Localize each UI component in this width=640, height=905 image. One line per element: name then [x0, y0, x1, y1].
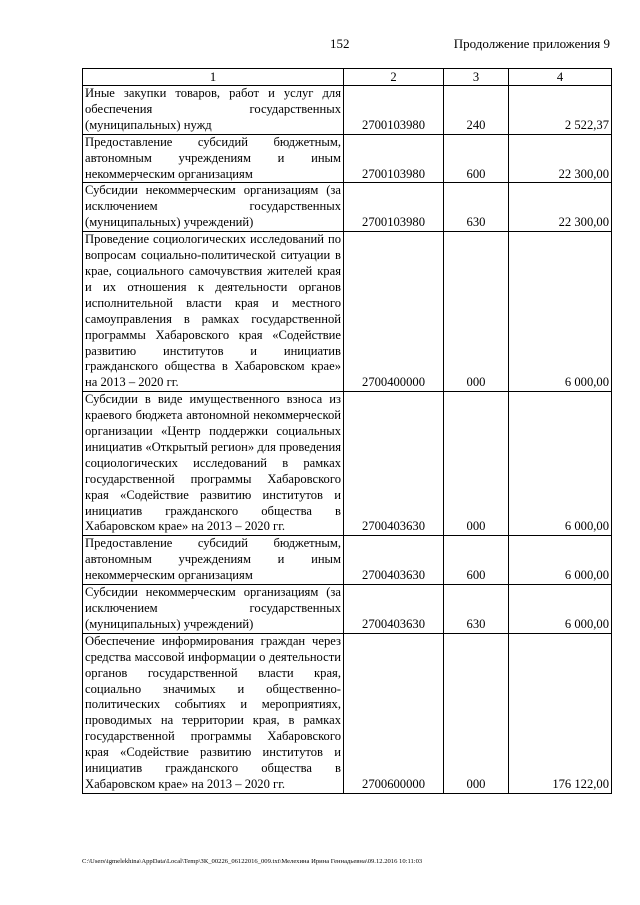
item-name: Предоставление субсидий бюджетным, автономным учреждениям и иным некоммерческим организациям — [83, 134, 344, 183]
expense-type: 600 — [444, 134, 509, 183]
expense-type: 240 — [444, 86, 509, 135]
table-row — [83, 536, 612, 585]
target-code: 2700403630 — [344, 536, 444, 585]
item-name: Иные закупки товаров, работ и услуг для обеспечения государственных (муниципальных) нужд — [83, 86, 344, 135]
amount: 22 300,00 — [509, 134, 612, 183]
page-number: 152 — [330, 36, 350, 51]
amount: 22 300,00 — [509, 183, 612, 232]
column-header: 1 — [83, 69, 344, 86]
table-header-row — [83, 69, 612, 86]
target-code: 2700403630 — [344, 392, 444, 536]
target-code: 2700103980 — [344, 134, 444, 183]
table-row — [83, 183, 612, 232]
item-name: Обеспечение информирования граждан через средства массовой информации о деятельности органов государственной власти края, социально значимых и общественно-политических событиях и мероприятиях, проводимых на территории края, в рамках государственной программы Хабаровского края «Содействие развитию институтов и инициатив гражданского общества в Хабаровском крае» на 2013 – 2020 гг. — [83, 633, 344, 793]
expense-type: 000 — [444, 392, 509, 536]
amount: 6 000,00 — [509, 585, 612, 634]
target-code: 2700103980 — [344, 183, 444, 232]
expense-type: 000 — [444, 633, 509, 793]
file-path-footer: C:\Users\igmelekhina\AppData\Local\Temp\ЗК_00226_06122016_009.txt\Мелехина Ирина Геннадьевна\09.12.2016 10:11:03 — [82, 858, 423, 865]
table-row — [83, 585, 612, 634]
expense-type: 630 — [444, 183, 509, 232]
amount: 6 000,00 — [509, 536, 612, 585]
amount: 2 522,37 — [509, 86, 612, 135]
table-row — [83, 232, 612, 392]
table-row — [83, 633, 612, 793]
amount: 6 000,00 — [509, 232, 612, 392]
expense-type: 000 — [444, 232, 509, 392]
expense-type: 630 — [444, 585, 509, 634]
table-row — [83, 392, 612, 536]
item-name: Предоставление субсидий бюджетным, автономным учреждениям и иным некоммерческим организациям — [83, 536, 344, 585]
target-code: 2700403630 — [344, 585, 444, 634]
target-code: 2700400000 — [344, 232, 444, 392]
table-row — [83, 86, 612, 135]
column-header: 3 — [444, 69, 509, 86]
amount: 176 122,00 — [509, 633, 612, 793]
target-code: 2700103980 — [344, 86, 444, 135]
item-name: Субсидии в виде имущественного взноса из краевого бюджета автономной некоммерческой организации «Центр поддержки социальных инициатив «Открытый регион» для проведения социологических исследований в рамках государственной программы Хабаровского края «Содействие развитию институтов и инициатив гражданского общества в Хабаровском крае» на 2013 – 2020 гг. — [83, 392, 344, 536]
item-name: Проведение социологических исследований по вопросам социально-политической ситуации в крае, социального самочувствия жителей края и их отношения к деятельности органов исполнительной власти края и местного самоуправления в рамках государственной программы Хабаровского края «Содействие развитию институтов и инициатив гражданского общества в Хабаровском крае» на 2013 – 2020 гг. — [83, 232, 344, 392]
appendix-continuation-label: Продолжение приложения 9 — [453, 36, 610, 51]
item-name: Субсидии некоммерческим организациям (за исключением государственных (муниципальных) учреждений) — [83, 585, 344, 634]
item-name: Субсидии некоммерческим организациям (за исключением государственных (муниципальных) учреждений) — [83, 183, 344, 232]
column-header: 2 — [344, 69, 444, 86]
table-row — [83, 134, 612, 183]
amount: 6 000,00 — [509, 392, 612, 536]
target-code: 2700600000 — [344, 633, 444, 793]
budget-table — [82, 68, 612, 794]
expense-type: 600 — [444, 536, 509, 585]
column-header: 4 — [509, 69, 612, 86]
